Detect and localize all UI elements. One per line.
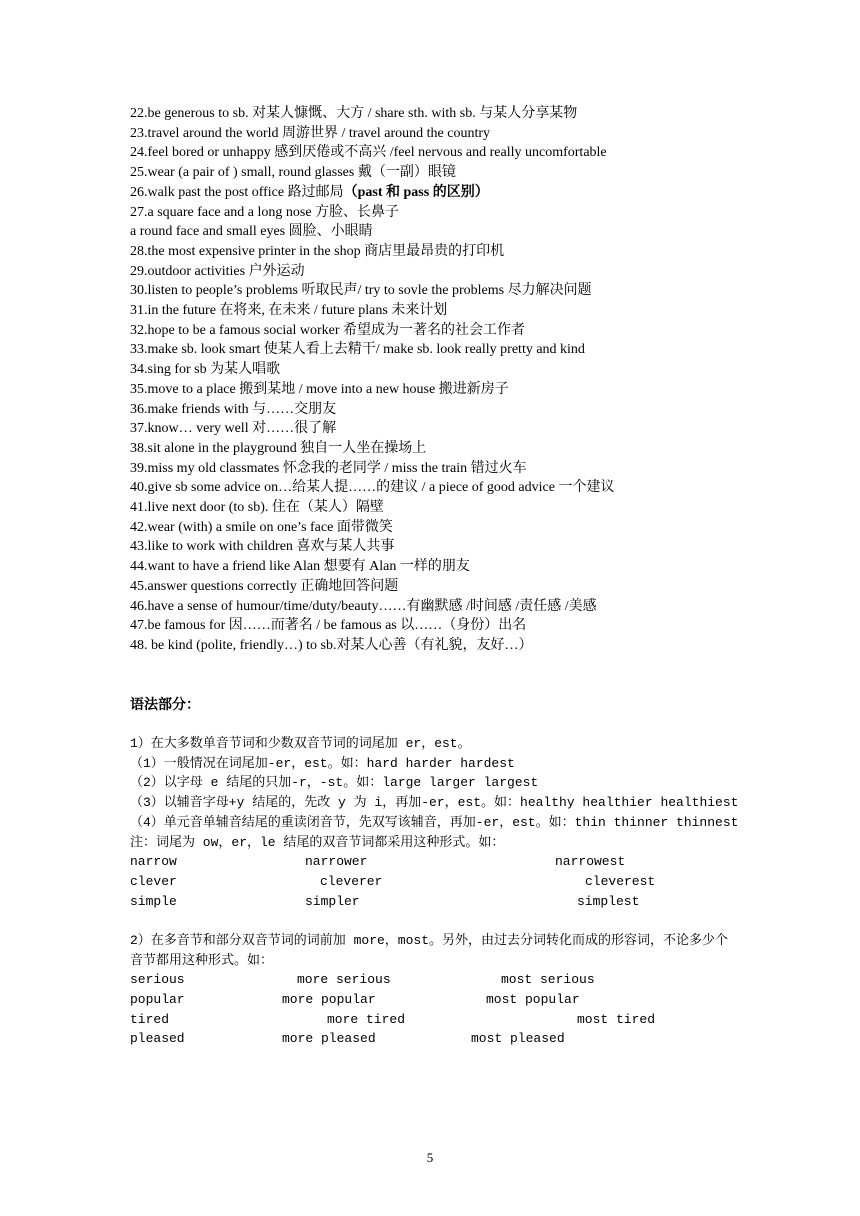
table-row (130, 970, 740, 990)
phrase-line: 28.the most expensive printer in the shop 商店里最昂贵的打印机 (130, 243, 505, 259)
table-row (130, 1010, 740, 1030)
table-row (130, 1029, 740, 1049)
rule1-item: （3）以辅音字母+y 结尾的，先改 y 为 i，再加-er，est。如：healthy healthier healthiest (130, 795, 739, 811)
phrase-line: 47.be famous for 因……而著名 / be famous as 以……（身份）出名 (130, 618, 527, 634)
phrase-line: 44.want to have a friend like Alan 想要有 Alan 一样的朋友 (130, 559, 470, 575)
phrase-line: 37.know… very well 对……很了解 (130, 421, 337, 437)
phrase-line: 34.sing for sb 为某人唱歌 (130, 362, 281, 378)
word-base: pleased (130, 1031, 185, 1047)
word-base: simple (130, 893, 177, 909)
word-comparative: more pleased (282, 1031, 376, 1047)
table-row (130, 990, 740, 1010)
spacer (130, 911, 740, 931)
word-superlative: simplest (577, 893, 640, 909)
phrase-line: 38.sit alone in the playground 独自一人坐在操场上 (130, 440, 427, 456)
phrase-line: 31.in the future 在将来, 在未来 / future plans 未来计划 (130, 303, 448, 319)
word-superlative: most popular (486, 992, 580, 1008)
phrase-line: 22.be generous to sb. 对某人慷慨、大方 / share sth. with sb. 与某人分享某物 (130, 106, 578, 121)
word-superlative: most pleased (471, 1031, 565, 1047)
phrase-line: 41.live next door (to sb). 住在（某人）隔壁 (130, 500, 384, 516)
table-row (130, 892, 740, 912)
phrase-line: 48. be kind (polite, friendly…) to sb.对某人心善（有礼貌，友好…） (130, 637, 533, 653)
word-superlative: narrowest (555, 854, 626, 870)
table-row (130, 872, 740, 892)
rule1-note: 注：词尾为 ow，er，le 结尾的双音节词都采用这种形式。如： (130, 834, 505, 850)
word-base: serious (130, 972, 185, 988)
table-row (130, 852, 740, 872)
word-superlative: most tired (577, 1011, 656, 1027)
word-base: clever (130, 873, 177, 889)
phrase-line: a round face and small eyes 圆脸、小眼睛 (130, 224, 373, 240)
word-comparative: narrower (305, 854, 368, 870)
word-comparative: more popular (282, 992, 376, 1008)
phrase-line: 39.miss my old classmates 怀念我的老同学 / miss the train 错过火车 (130, 460, 527, 476)
phrase-line (130, 183, 770, 203)
phrase-line: 33.make sb. look smart 使某人看上去精干/ make sb. look really pretty and kind (130, 342, 585, 358)
phrase-line: 45.answer questions correctly 正确地回答问题 (130, 578, 399, 594)
phrase-line: 29.outdoor activities 户外运动 (130, 263, 305, 279)
rule1-title: 1）在大多数单音节词和少数双音节词的词尾加 er，est。 (130, 736, 471, 751)
word-comparative: more tired (327, 1011, 406, 1027)
word-base: narrow (130, 854, 177, 870)
phrase-line: 43.like to work with children 喜欢与某人共事 (130, 539, 395, 555)
phrase-line: 27.a square face and a long nose 方脸、长鼻子 (130, 204, 400, 220)
phrase-text: 26.walk past the post office 路过邮局 (130, 184, 344, 200)
word-superlative: most serious (501, 972, 595, 988)
phrase-line: 25.wear (a pair of ) small, round glasses 戴（一副）眼镜 (130, 165, 456, 181)
word-superlative: cleverest (585, 873, 656, 889)
grammar-heading: 语法部分： (130, 698, 200, 713)
rule2-title: 2）在多音节和部分双音节词的词前加 more，most。另外，由过去分词转化而成的形容词，不论多少个音节都用这种形式。如： (130, 932, 729, 968)
grammar-section (130, 734, 740, 1049)
phrase-bold-note: （past 和 pass 的区别） (343, 184, 489, 200)
phrase-line: 24.feel bored or unhappy 感到厌倦或不高兴 /feel nervous and really uncomfortable (130, 145, 607, 161)
word-comparative: more serious (297, 972, 391, 988)
word-comparative: cleverer (320, 873, 383, 889)
word-comparative: simpler (305, 893, 360, 909)
word-base: popular (130, 992, 185, 1008)
rule1-item: （4）单元音单辅音结尾的重读闭音节，先双写该辅音，再加-er，est。如：thin thinner thinnest (130, 814, 739, 830)
phrase-line: 35.move to a place 搬到某地 / move into a new house 搬进新房子 (130, 381, 509, 397)
rule1-item: （2）以字母 e 结尾的只加-r，-st。如：large larger largest (130, 775, 539, 791)
phrase-line: 36.make friends with 与……交朋友 (130, 401, 337, 417)
phrase-list (130, 104, 770, 656)
phrase-line: 23.travel around the world 周游世界 / travel around the country (130, 125, 491, 141)
phrase-line: 42.wear (with) a smile on one’s face 面带微笑 (130, 519, 393, 535)
rule1-item: （1）一般情况在词尾加-er，est。如：hard harder hardest (130, 755, 515, 771)
phrase-line: 40.give sb some advice on…给某人提……的建议 / a piece of good advice 一个建议 (130, 480, 615, 496)
page-number: 5 (426, 1150, 434, 1165)
phrase-line: 30.listen to people’s problems 听取民声/ try to sovle the problems 尽力解决问题 (130, 283, 592, 299)
phrase-line: 32.hope to be a famous social worker 希望成为一著名的社会工作者 (130, 322, 526, 338)
phrase-line: 46.have a sense of humour/time/duty/beauty……有幽默感 /时间感 /责任感 /美感 (130, 598, 597, 614)
word-base: tired (130, 1011, 170, 1027)
